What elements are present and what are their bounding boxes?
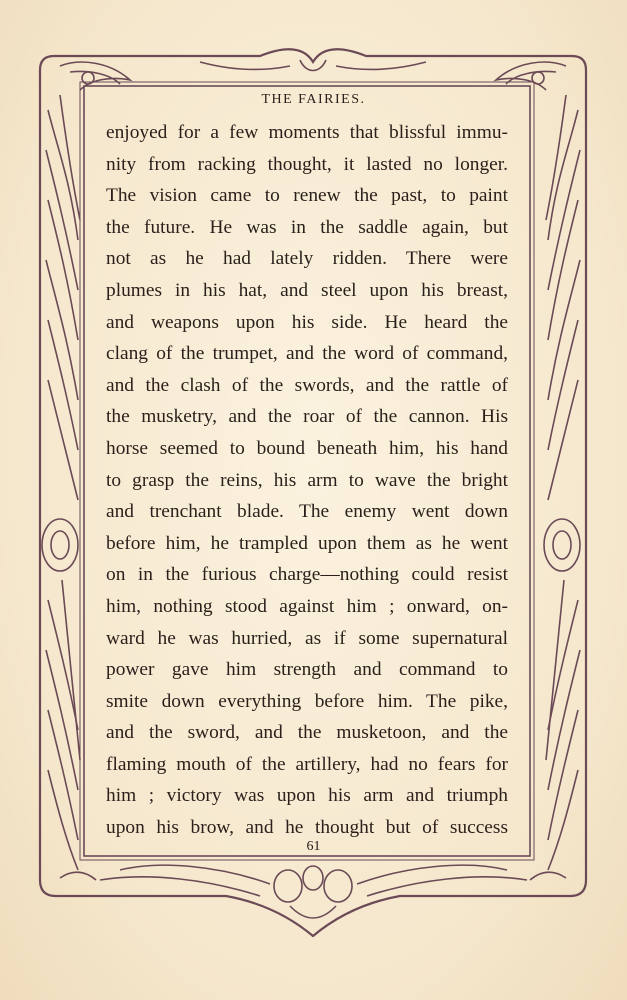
text-line: the musketry, and the roar of the cannon. His — [106, 406, 508, 428]
text-line: nity from racking thought, it lasted no longer. — [106, 153, 508, 175]
text-line: ward he was hurried, as if some supernatural — [106, 627, 508, 649]
text-line: and trenchant blade. The enemy went down — [106, 501, 508, 523]
text-line: him ; victory was upon his arm and triumph — [106, 785, 508, 807]
text-line: and the sword, and the musketoon, and the — [106, 722, 508, 744]
text-line: horse seemed to bound beneath him, his hand — [106, 437, 508, 459]
text-line: The vision came to renew the past, to paint — [106, 185, 508, 207]
text-line: him, nothing stood against him ; onward, on- — [106, 595, 508, 617]
right-foliage — [544, 95, 580, 870]
running-head: THE FAIRIES. — [261, 92, 366, 107]
text-line: on in the furious charge—nothing could resist — [106, 564, 508, 586]
text-line: to grasp the reins, his arm to wave the bright — [106, 469, 508, 491]
page-number: 61 — [306, 839, 321, 854]
text-line: before him, he trampled upon them as he went — [106, 532, 508, 554]
text-line: the future. He was in the saddle again, but — [106, 216, 508, 238]
text-line: and the clash of the swords, and the rattle of — [106, 374, 508, 396]
text-line: plumes in his hat, and steel upon his breast, — [106, 279, 508, 301]
text-line: not as he had lately ridden. There were — [106, 248, 508, 270]
left-foliage — [42, 95, 80, 870]
text-line: smite down everything before him. The pike, — [106, 690, 508, 712]
text-line: clang of the trumpet, and the word of command, — [106, 343, 508, 365]
text-line: power gave him strength and command to — [106, 659, 508, 681]
text-line: flaming mouth of the artillery, had no fears for — [106, 753, 508, 775]
body-text — [106, 117, 508, 844]
text-line: enjoyed for a few moments that blissful immu- — [106, 122, 508, 143]
text-line: upon his brow, and he thought but of success — [106, 817, 508, 839]
bottom-ornament — [60, 865, 566, 918]
text-line: and weapons upon his side. He heard the — [106, 311, 508, 333]
